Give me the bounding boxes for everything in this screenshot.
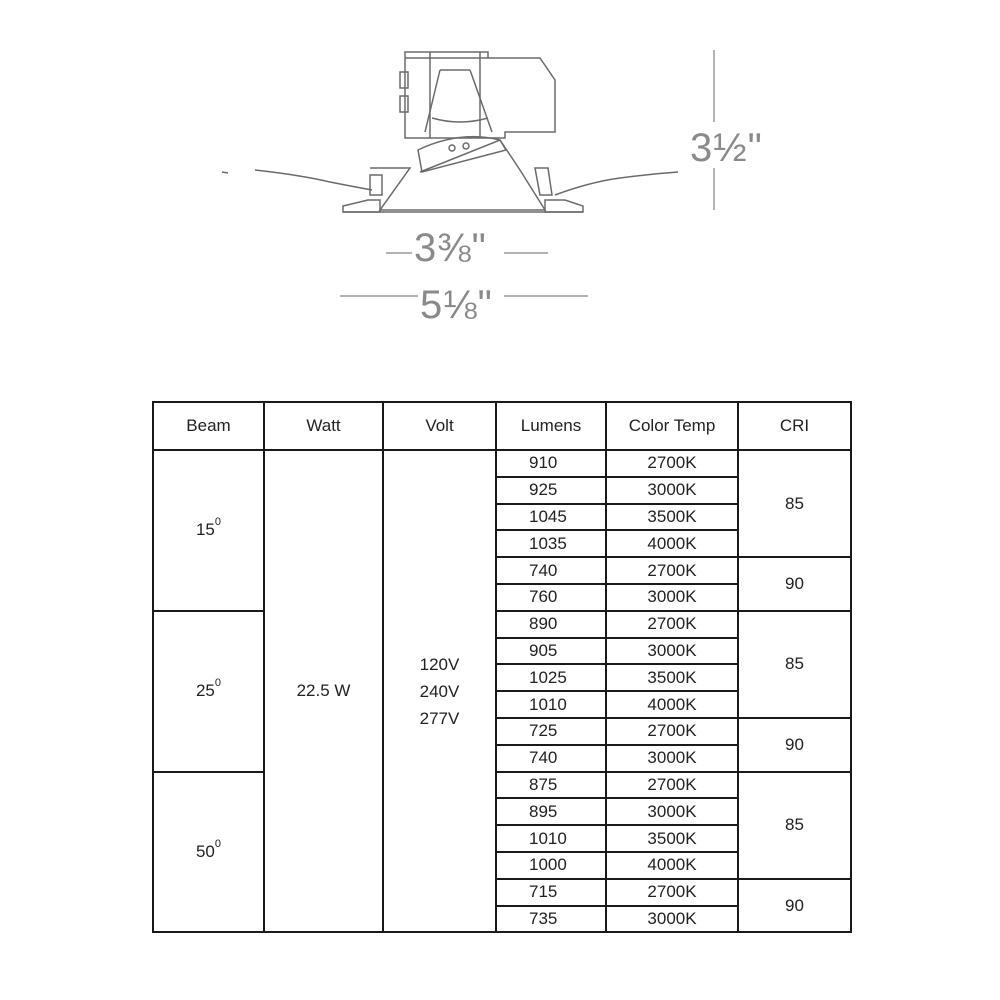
- right-wire: [555, 172, 678, 195]
- left-wire: [255, 170, 372, 190]
- header-volt: Volt: [383, 402, 496, 450]
- table-row: [153, 450, 851, 477]
- cri-cell: 85: [738, 611, 851, 718]
- lumens-cell: 905: [496, 638, 606, 665]
- table-row: [153, 772, 851, 799]
- header-watt: Watt: [264, 402, 383, 450]
- beam-cell: [153, 611, 264, 772]
- color-temp-cell: 4000K: [606, 852, 738, 879]
- cri-cell: 90: [738, 718, 851, 772]
- lumens-cell: 925: [496, 477, 606, 504]
- color-temp-cell: 2700K: [606, 557, 738, 584]
- color-temp-cell: 2700K: [606, 611, 738, 638]
- cri-cell: 90: [738, 557, 851, 611]
- lumens-cell: 760: [496, 584, 606, 611]
- color-temp-cell: 3000K: [606, 638, 738, 665]
- color-temp-cell: 4000K: [606, 530, 738, 557]
- lumens-cell: 1010: [496, 825, 606, 852]
- lumens-cell: 735: [496, 906, 606, 933]
- beam-cell: [153, 772, 264, 933]
- lumens-cell: 895: [496, 798, 606, 825]
- lumens-cell: 1045: [496, 504, 606, 531]
- color-temp-cell: 3500K: [606, 664, 738, 691]
- volt-value: 120V: [419, 654, 460, 674]
- table-header-row: [153, 402, 851, 450]
- cri-cell: 85: [738, 450, 851, 557]
- header-beam: Beam: [153, 402, 264, 450]
- color-temp-cell: 2700K: [606, 450, 738, 477]
- beam-value: 15: [195, 520, 215, 540]
- cri-cell: 90: [738, 879, 851, 933]
- lumens-cell: 910: [496, 450, 606, 477]
- color-temp-cell: 3000K: [606, 906, 738, 933]
- lumens-cell: 740: [496, 557, 606, 584]
- table-row: [153, 611, 851, 638]
- watt-cell: 22.5 W: [264, 450, 383, 932]
- beam-value: 25: [195, 681, 215, 701]
- color-temp-cell: 3000K: [606, 584, 738, 611]
- color-temp-cell: 3000K: [606, 745, 738, 772]
- header-lumens: Lumens: [496, 402, 606, 450]
- table-body: [153, 450, 851, 932]
- color-temp-cell: 3000K: [606, 477, 738, 504]
- lumens-cell: 875: [496, 772, 606, 799]
- lumens-cell: 715: [496, 879, 606, 906]
- color-temp-cell: 3500K: [606, 504, 738, 531]
- gimbal-ring: [418, 137, 506, 172]
- beam-degree-sup: 0: [214, 516, 222, 529]
- height-dimension-label: 3½": [690, 126, 763, 170]
- beam-value: 50: [195, 841, 215, 861]
- lumens-cell: 1000: [496, 852, 606, 879]
- lumens-cell: 725: [496, 718, 606, 745]
- color-temp-cell: 2700K: [606, 772, 738, 799]
- beam-degree-sup: 0: [214, 837, 222, 850]
- volt-cell: [383, 450, 496, 932]
- volt-value: 240V: [419, 681, 460, 701]
- lumens-cell: 1025: [496, 664, 606, 691]
- volt-value: 277V: [419, 708, 460, 728]
- lumens-cell: 890: [496, 611, 606, 638]
- lumens-cell: 740: [496, 745, 606, 772]
- color-temp-cell: 3000K: [606, 798, 738, 825]
- color-temp-cell: 2700K: [606, 879, 738, 906]
- spec-table: [152, 401, 852, 933]
- header-color-temp: Color Temp: [606, 402, 738, 450]
- fixture-drawing: [0, 0, 1000, 340]
- color-temp-cell: 4000K: [606, 691, 738, 718]
- color-temp-cell: 3500K: [606, 825, 738, 852]
- flange: [343, 200, 380, 212]
- beam-degree-sup: 0: [214, 677, 222, 690]
- lumens-cell: 1035: [496, 530, 606, 557]
- outer-width-dimension-label: 5⅛": [420, 283, 493, 327]
- color-temp-cell: 2700K: [606, 718, 738, 745]
- header-cri: CRI: [738, 402, 851, 450]
- lumens-cell: 1010: [496, 691, 606, 718]
- trim-outline: [370, 140, 545, 210]
- cri-cell: 85: [738, 772, 851, 879]
- inner-width-dimension-label: 3⅜": [414, 226, 487, 270]
- beam-cell: [153, 450, 264, 611]
